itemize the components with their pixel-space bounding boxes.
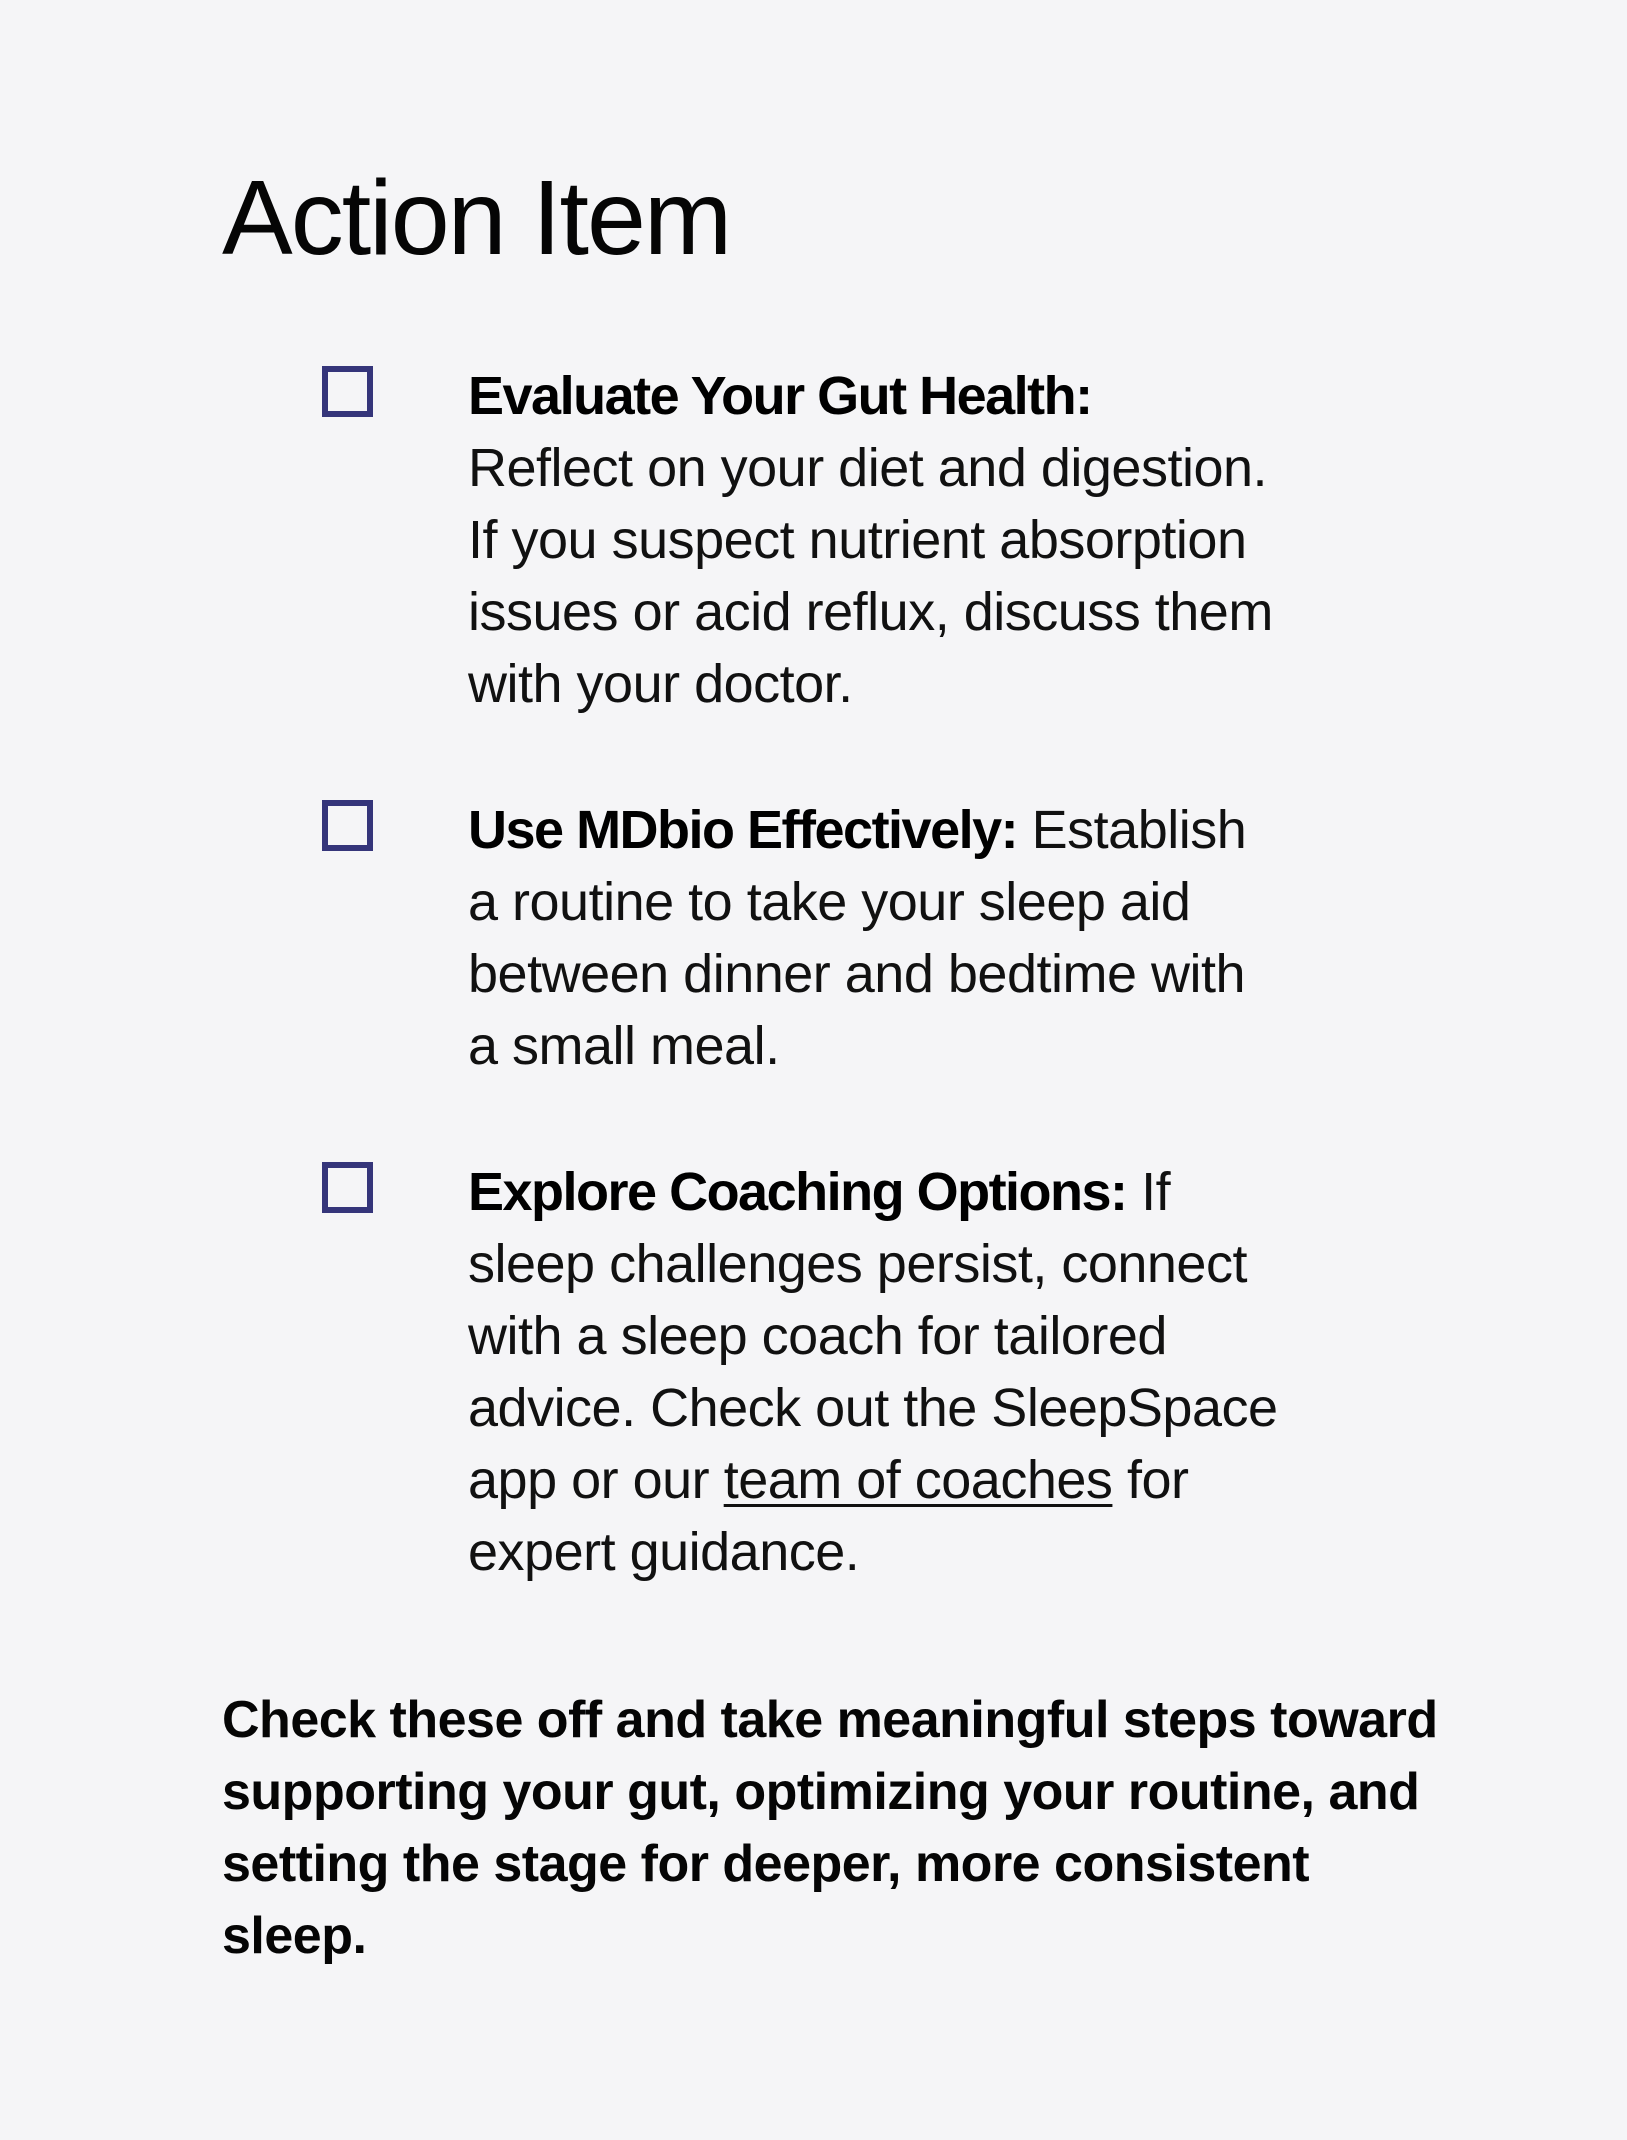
action-item-body-end: for expert guidance. xyxy=(468,1450,1189,1582)
action-item-gut-health xyxy=(322,360,1288,720)
checkbox-empty-icon[interactable] xyxy=(322,366,373,417)
action-item-body: If sleep challenges persist, connect with a sleep coach for tailored advice. Check out the SleepSpace app or our xyxy=(468,1162,1278,1510)
action-item-body: Establish a routine to take your sleep aid between dinner and bedtime with a small meal. xyxy=(468,800,1247,1076)
action-item-text xyxy=(468,360,1288,720)
action-item-body: Reflect on your diet and digestion. If you suspect nutrient absorption issues or acid reflux, discuss them with your doctor. xyxy=(468,438,1273,714)
action-item-list xyxy=(322,360,1322,1588)
action-item-title: Explore Coaching Options: xyxy=(468,1162,1127,1222)
page-title: Action Item xyxy=(222,159,731,277)
action-item-text xyxy=(468,1156,1288,1588)
checkbox-empty-icon[interactable] xyxy=(322,800,373,851)
action-item-mdbio xyxy=(322,794,1288,1082)
action-item-coaching xyxy=(322,1156,1288,1588)
closing-paragraph: Check these off and take meaningful steps toward supporting your gut, optimizing your routine, and setting the stage for deeper, more consistent sleep. xyxy=(222,1691,1438,1965)
team-of-coaches-link[interactable]: team of coaches xyxy=(723,1450,1113,1510)
action-item-title: Use MDbio Effectively: xyxy=(468,800,1018,860)
action-item-text xyxy=(468,794,1288,1082)
action-item-title: Evaluate Your Gut Health: xyxy=(468,366,1092,426)
checkbox-empty-icon[interactable] xyxy=(322,1162,373,1213)
